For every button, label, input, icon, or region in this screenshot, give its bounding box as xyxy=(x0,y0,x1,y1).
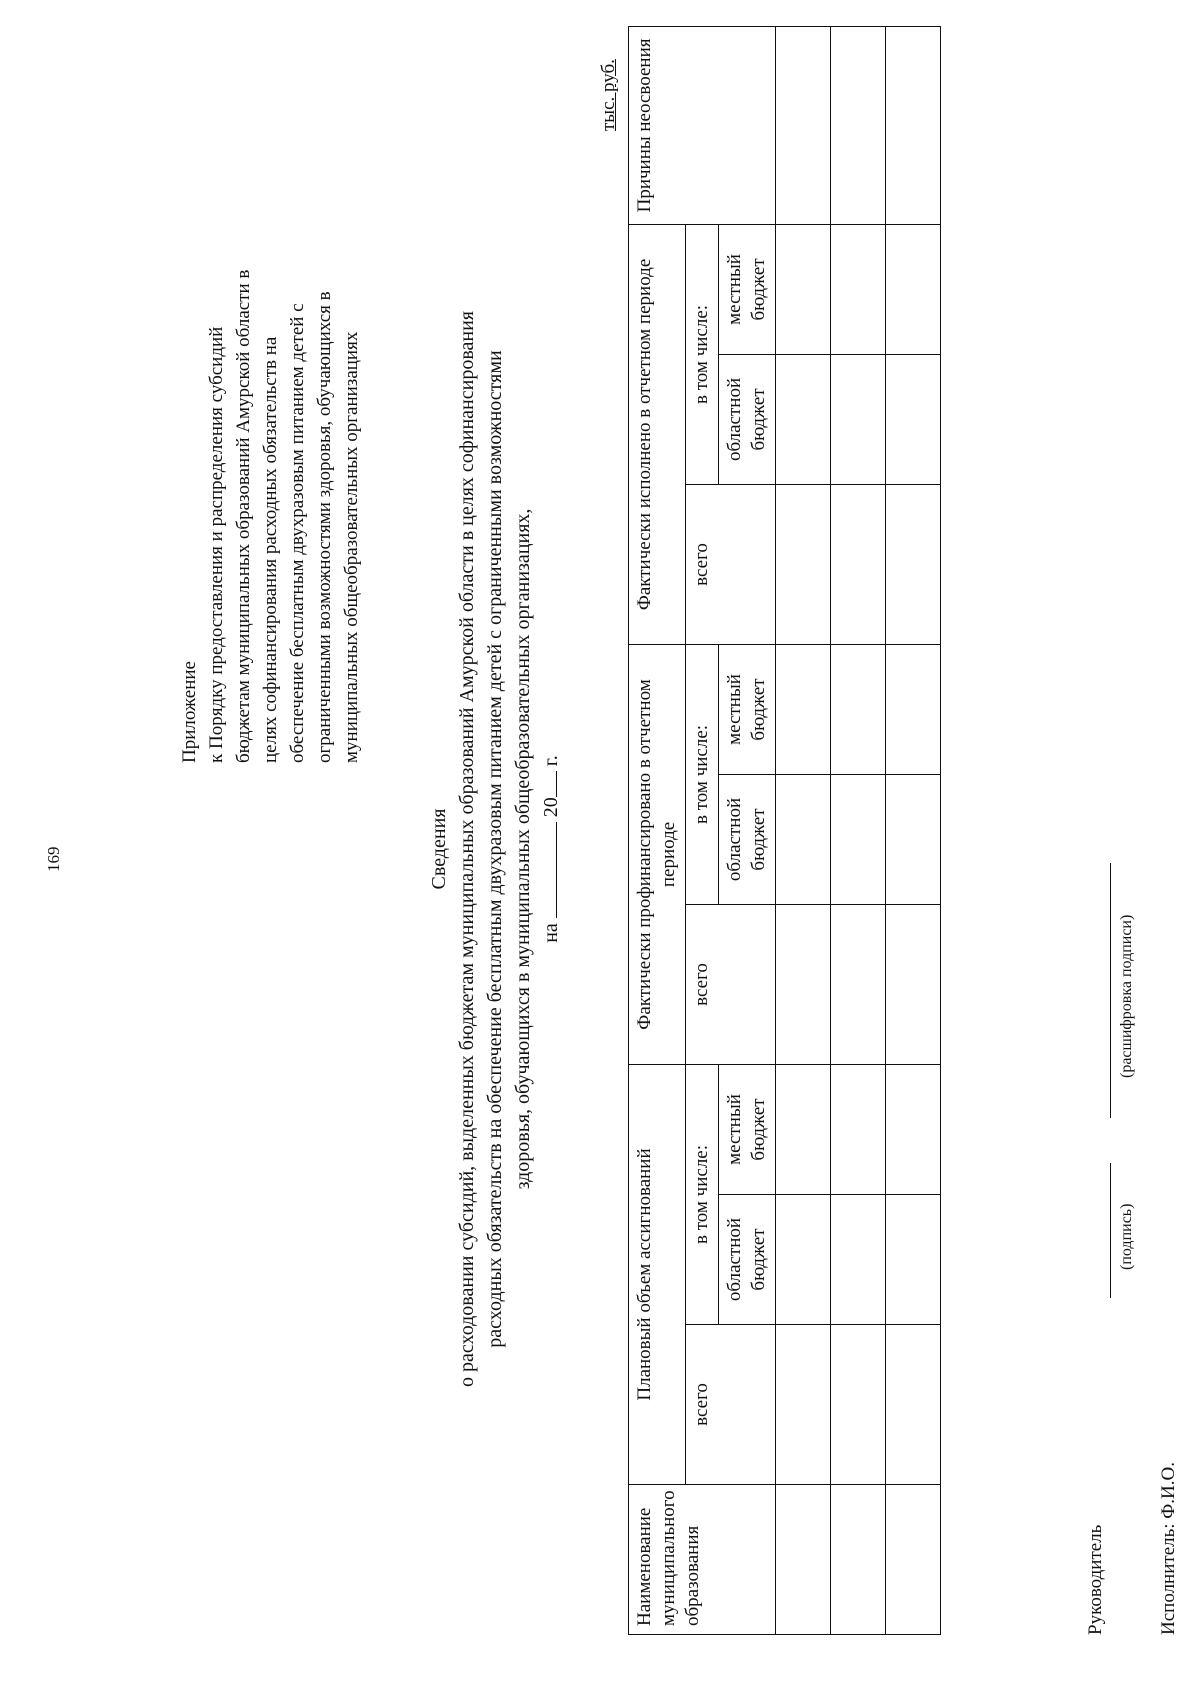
report-table xyxy=(628,26,941,1635)
table-cell xyxy=(831,1064,886,1194)
table-cell xyxy=(776,484,831,644)
table-cell xyxy=(831,224,886,354)
table-cell xyxy=(886,224,941,354)
header-executed-regional: областной бюджет xyxy=(719,354,776,484)
table-cell xyxy=(776,1064,831,1194)
document-title xyxy=(425,150,565,1548)
page-number: 169 xyxy=(44,846,63,872)
date-suffix: г. xyxy=(540,755,562,767)
table-cell xyxy=(886,904,941,1064)
table-cell xyxy=(776,644,831,774)
appendix-line: Приложение xyxy=(179,661,200,763)
table-cell xyxy=(886,1195,941,1325)
date-year: 20 xyxy=(540,797,562,818)
table-cell xyxy=(776,26,831,224)
appendix-line: целях софинансирования расходных обязательств на xyxy=(260,336,281,763)
signature-caption: (подпись) xyxy=(1118,1203,1135,1270)
header-financed: Фактически профинансировано в отчетном периоде xyxy=(629,644,686,1064)
table-cell xyxy=(886,1325,941,1485)
header-reasons: Причины неосвоения xyxy=(629,26,776,224)
header-executed-local: местный бюджет xyxy=(719,224,776,354)
title-line: о расходовании субсидий, выделенных бюджетам муниципальных образований Амурской области в целях софинансирования xyxy=(456,311,478,1388)
table-cell xyxy=(831,1325,886,1485)
date-blank xyxy=(538,822,557,918)
decode-caption: (расшифровка подписи) xyxy=(1118,914,1135,1078)
table-cell xyxy=(886,774,941,904)
header-executed-including: в том числе: xyxy=(686,224,719,484)
table-cell xyxy=(776,774,831,904)
table-cell xyxy=(886,644,941,774)
title-heading: Сведения xyxy=(428,808,450,890)
table-cell xyxy=(886,1485,941,1635)
table-cell xyxy=(831,26,886,224)
table-cell xyxy=(831,644,886,774)
table-row xyxy=(886,26,941,1634)
table-cell xyxy=(886,1064,941,1194)
header-financed-including: в том числе: xyxy=(686,644,719,904)
year-blank xyxy=(538,771,557,797)
table-cell xyxy=(886,354,941,484)
table-cell xyxy=(776,354,831,484)
table-cell xyxy=(831,904,886,1064)
title-line: расходных обязательств на обеспечение бесплатным двухразовым питанием детей с ограниченными возможностями xyxy=(484,350,506,1348)
appendix-line: обеспечение бесплатным двухразовым питанием детей с xyxy=(287,303,308,763)
signature-line xyxy=(1110,1163,1111,1298)
table-cell xyxy=(776,904,831,1064)
table-cell xyxy=(886,484,941,644)
header-municipality: Наименование муниципального образования xyxy=(629,1485,776,1635)
executor-label: Исполнитель: Ф.И.О. xyxy=(1158,1461,1179,1635)
table-cell xyxy=(886,26,941,224)
header-financed-total: всего xyxy=(686,904,776,1064)
table-cell xyxy=(776,1195,831,1325)
appendix-line: к Порядку предоставления и распределения субсидий xyxy=(206,326,227,763)
header-planned-including: в том числе: xyxy=(686,1064,719,1324)
table-cell xyxy=(776,224,831,354)
decode-line xyxy=(1110,863,1111,1118)
header-executed-total: всего xyxy=(686,484,776,644)
header-planned-total: всего xyxy=(686,1325,776,1485)
header-financed-regional: областной бюджет xyxy=(719,774,776,904)
appendix-line: бюджетам муниципальных образований Амурской области в xyxy=(233,269,254,763)
table-cell xyxy=(831,484,886,644)
header-planned: Плановый объем ассигнований xyxy=(629,1064,686,1484)
appendix-line: ограниченными возможностями здоровья, обучающихся в xyxy=(314,291,335,763)
head-label: Руководитель xyxy=(1085,1524,1106,1635)
appendix-block xyxy=(176,63,365,763)
header-executed: Фактически исполнено в отчетном периоде xyxy=(629,224,686,644)
table-row xyxy=(776,26,831,1634)
header-planned-regional: областной бюджет xyxy=(719,1195,776,1325)
table-row xyxy=(831,26,886,1634)
table-cell xyxy=(831,1195,886,1325)
date-line xyxy=(537,150,565,1548)
table-cell xyxy=(831,1485,886,1635)
units-label: тыс. руб. xyxy=(598,59,619,131)
table-cell xyxy=(831,354,886,484)
appendix-line: муниципальных общеобразовательных организациях xyxy=(341,331,362,763)
table-cell xyxy=(831,774,886,904)
date-prefix: на xyxy=(540,923,562,943)
title-line: здоровья, обучающихся в муниципальных общеобразовательных организациях, xyxy=(512,508,534,1190)
header-financed-local: местный бюджет xyxy=(719,644,776,774)
header-planned-local: местный бюджет xyxy=(719,1064,776,1194)
table-cell xyxy=(776,1325,831,1485)
table-cell xyxy=(776,1485,831,1635)
